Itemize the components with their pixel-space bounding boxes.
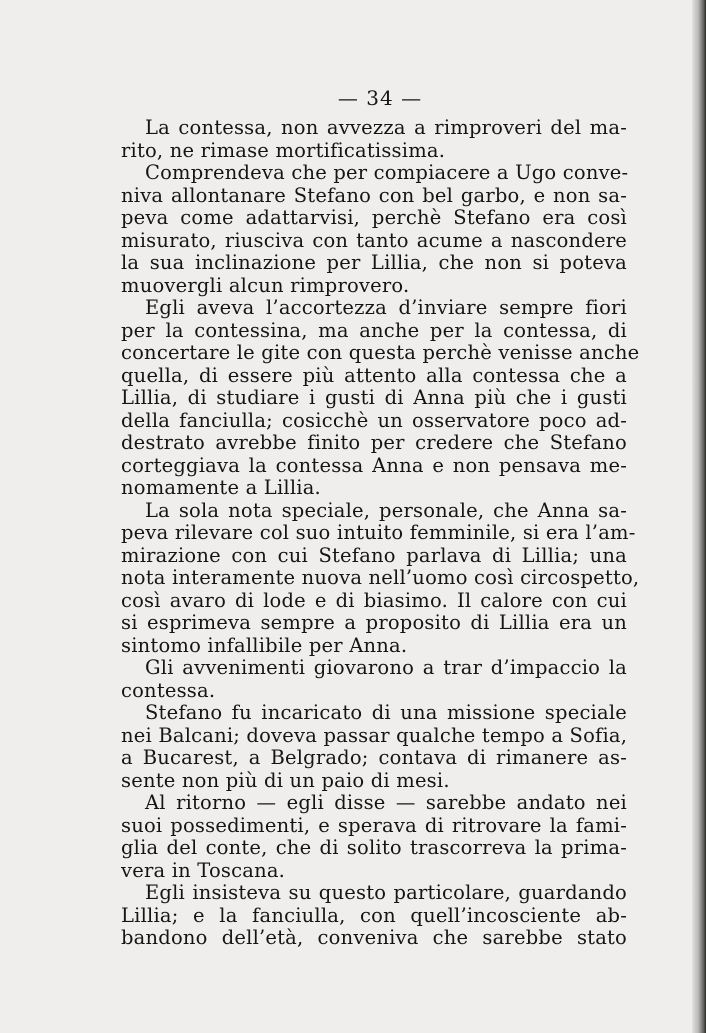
text-line: della fanciulla; cosicchè un osservatore poco ad- — [121, 408, 627, 432]
text-line: la sua inclinazione per Lillia, che non si poteva — [121, 251, 627, 274]
text-line: si esprimeva sempre a proposito di Lillia era un — [121, 611, 627, 634]
text-line: mirazione con cui Stefano parlava di Lillia; una — [121, 543, 627, 567]
text-line: vera in Toscana. — [121, 858, 286, 882]
text-line: Egli aveva l’accortezza d’inviare sempre fiori — [145, 296, 627, 319]
text-line: bandono dell’età, conveniva che sarebbe stato — [121, 926, 627, 949]
page-edge-shadow — [692, 0, 706, 1033]
text-line: Stefano fu incaricato di una missione speciale — [145, 701, 627, 724]
text-line: Gli avvenimenti giovarono a trar d’impaccio la — [145, 656, 627, 679]
text-line: nota interamente nuova nell’uomo così circospetto, — [121, 566, 640, 589]
text-line: contessa. — [121, 678, 216, 702]
text-line: sente non più di un paio di mesi. — [121, 768, 450, 792]
text-line: La contessa, non avvezza a rimproveri del ma- — [145, 116, 627, 139]
body-text — [121, 116, 640, 950]
text-line: glia del conte, che di solito trascorreva la prima- — [121, 836, 627, 859]
text-line: sintomo infallibile per Anna. — [121, 633, 408, 657]
text-line: peva come adattarvisi, perchè Stefano era così — [121, 206, 627, 229]
text-line: per la contessina, ma anche per la contessa, di — [121, 318, 627, 342]
text-line: nomamente a Lillia. — [121, 476, 321, 499]
text-line: misurato, riusciva con tanto acume a nascondere — [121, 228, 627, 252]
text-line: nei Balcani; doveva passar qualche tempo a Sofia, — [121, 723, 628, 747]
text-line: Lillia; e la fanciulla, con quell’incosciente ab- — [121, 903, 627, 927]
text-line: peva rilevare col suo intuito femminile, si era l’am- — [121, 521, 636, 544]
text-line: corteggiava la contessa Anna e non pensava me- — [121, 453, 627, 477]
text-line: La sola nota speciale, personale, che Anna sa- — [145, 498, 627, 522]
text-line: muovergli alcun rimprovero. — [121, 273, 410, 297]
text-line: Al ritorno — egli disse — sarebbe andato nei — [145, 791, 627, 814]
text-line: rito, ne rimase mortificatissima. — [121, 138, 446, 162]
text-line: suoi possedimenti, e sperava di ritrovare la fami- — [121, 813, 627, 837]
text-line: così avaro di lode e di biasimo. Il calore con cui — [121, 588, 627, 612]
text-line: concertare le gite con questa perchè venisse anche — [121, 341, 640, 364]
text-line: Egli insisteva su questo particolare, guardando — [145, 881, 627, 904]
text-line: destrato avrebbe finito per credere che Stefano — [121, 431, 627, 454]
page-number: — 34 — — [337, 86, 423, 110]
text-line: quella, di essere più attento alla contessa che a — [121, 363, 627, 387]
text-line: Lillia, di studiare i gusti di Anna più che i gusti — [121, 386, 627, 409]
text-line: Comprendeva che per compiacere a Ugo conve- — [145, 161, 629, 184]
text-line: a Bucarest, a Belgrado; contava di rimanere as- — [121, 746, 627, 769]
text-line: niva allontanare Stefano con bel garbo, e non sa- — [121, 183, 627, 207]
